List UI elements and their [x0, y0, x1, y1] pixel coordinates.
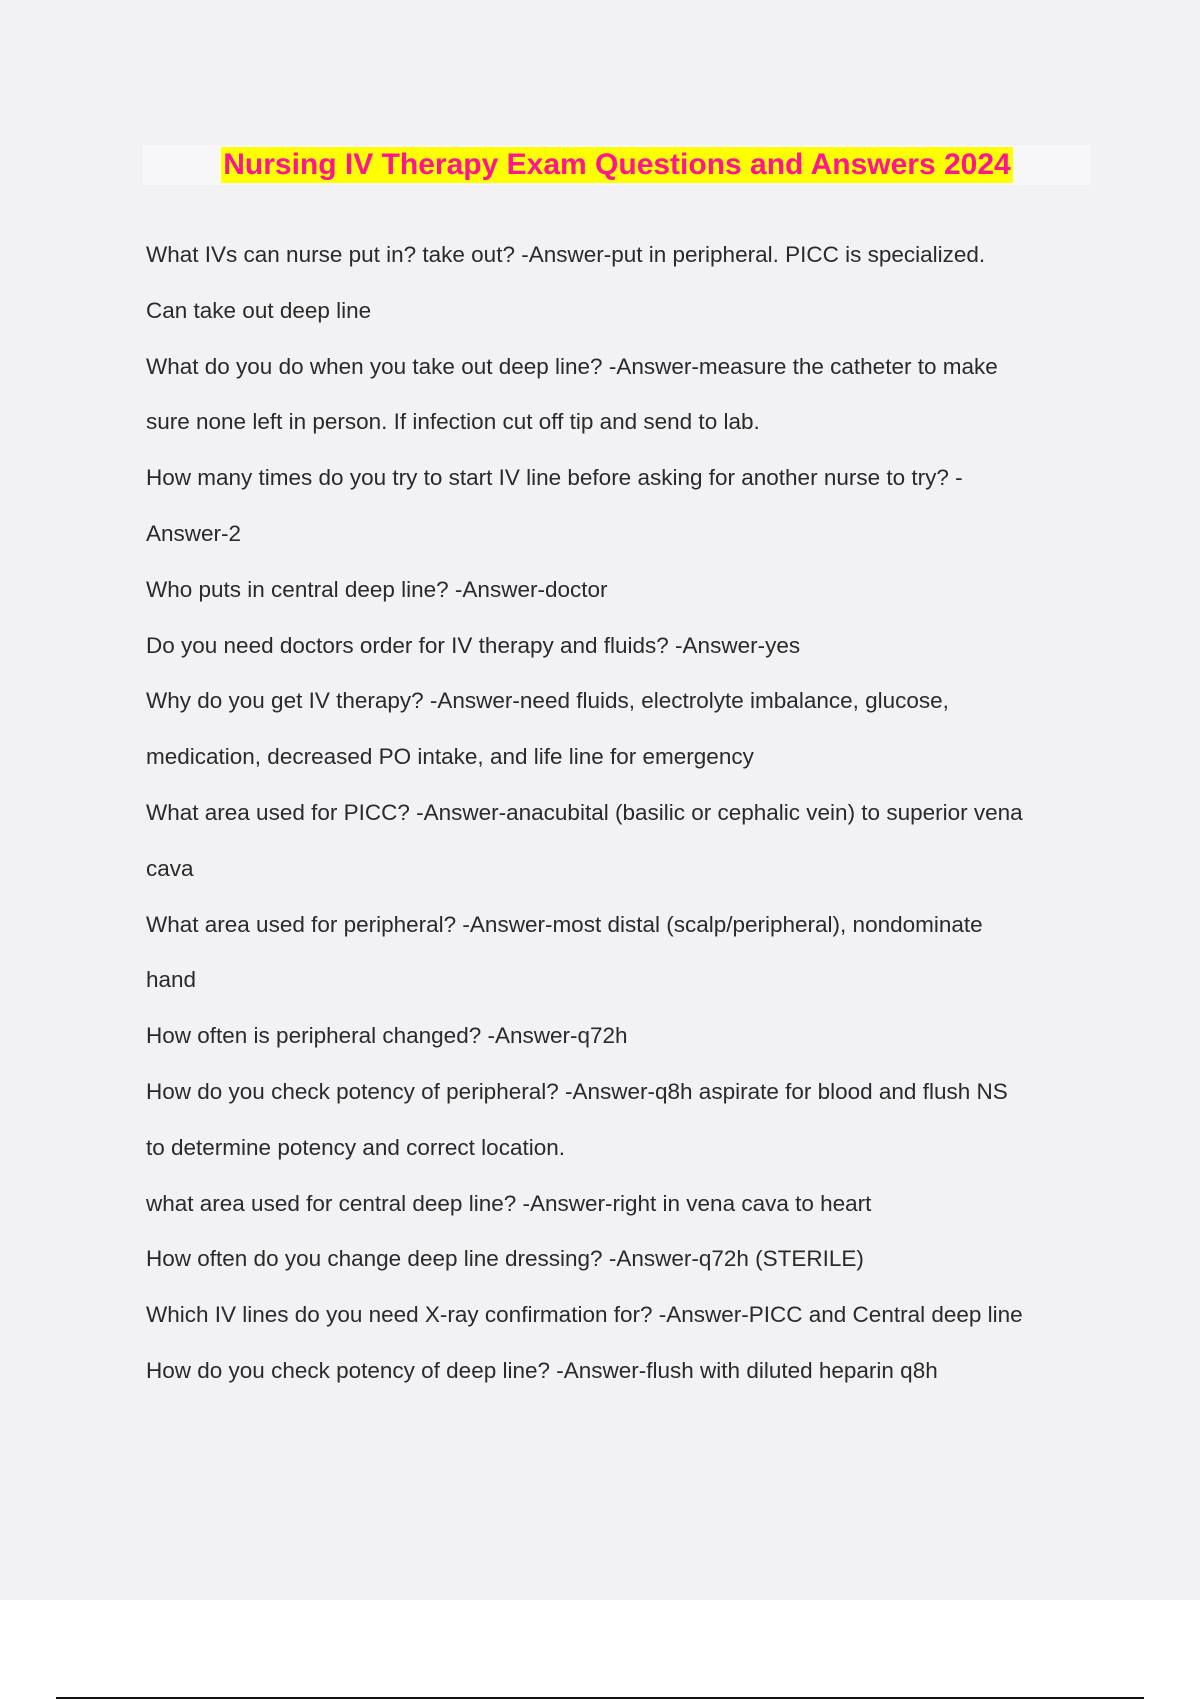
qa-line: How do you check potency of deep line? -Answer-flush with diluted heparin q8h [146, 1357, 938, 1383]
qa-line: cava [146, 855, 194, 881]
qa-entry-2 [146, 339, 1106, 451]
qa-line: Do you need doctors order for IV therapy and fluids? -Answer-yes [146, 632, 801, 658]
qa-line: Why do you get IV therapy? -Answer-need fluids, electrolyte imbalance, glucose, [146, 688, 949, 714]
qa-line: Who puts in central deep line? -Answer-doctor [146, 576, 608, 602]
title-band [143, 145, 1091, 185]
qa-list [146, 227, 1106, 1399]
qa-line: hand [146, 967, 197, 993]
qa-entry-9 [146, 1008, 1106, 1064]
qa-line: to determine potency and correct location. [146, 1134, 565, 1160]
qa-line: Which IV lines do you need X-ray confirmation for? -Answer-PICC and Central deep line [146, 1302, 1023, 1328]
document-title: Nursing IV Therapy Exam Questions and Answers 2024 [223, 148, 1011, 181]
qa-line: What area used for PICC? -Answer-anacubital (basilic or cephalic vein) to superior vena [146, 799, 1023, 825]
qa-entry-1 [146, 227, 1106, 339]
qa-line: What IVs can nurse put in? take out? -Answer-put in peripheral. PICC is specialized. [146, 242, 986, 267]
qa-line: How do you check potency of peripheral? -Answer-q8h aspirate for blood and flush NS [146, 1078, 1008, 1104]
qa-line: How often is peripheral changed? -Answer-q72h [146, 1023, 628, 1049]
qa-line: How many times do you try to start IV line before asking for another nurse to try? - [146, 465, 963, 491]
qa-entry-8 [146, 897, 1106, 1009]
qa-entry-6 [146, 673, 1106, 785]
footer-divider [56, 1697, 1144, 1699]
qa-line: sure none left in person. If infection cut off tip and send to lab. [146, 409, 760, 435]
page-footer [0, 1600, 1200, 1700]
qa-entry-3 [146, 450, 1106, 562]
qa-entry-13 [146, 1287, 1106, 1343]
qa-entry-14 [146, 1343, 1106, 1399]
qa-entry-10 [146, 1064, 1106, 1176]
qa-line: Can take out deep line [146, 297, 372, 323]
qa-entry-7 [146, 785, 1106, 897]
qa-line: medication, decreased PO intake, and life line for emergency [146, 744, 754, 770]
qa-entry-12 [146, 1231, 1106, 1287]
qa-entry-4 [146, 562, 1106, 618]
qa-entry-5 [146, 618, 1106, 674]
qa-entry-11 [146, 1176, 1106, 1232]
qa-line: What area used for peripheral? -Answer-most distal (scalp/peripheral), nondominate [146, 911, 983, 937]
qa-line: Answer-2 [146, 520, 242, 546]
qa-line: what area used for central deep line? -Answer-right in vena cava to heart [146, 1190, 872, 1216]
qa-line: How often do you change deep line dressing? -Answer-q72h (STERILE) [146, 1246, 864, 1272]
qa-line: What do you do when you take out deep line? -Answer-measure the catheter to make [146, 353, 998, 379]
